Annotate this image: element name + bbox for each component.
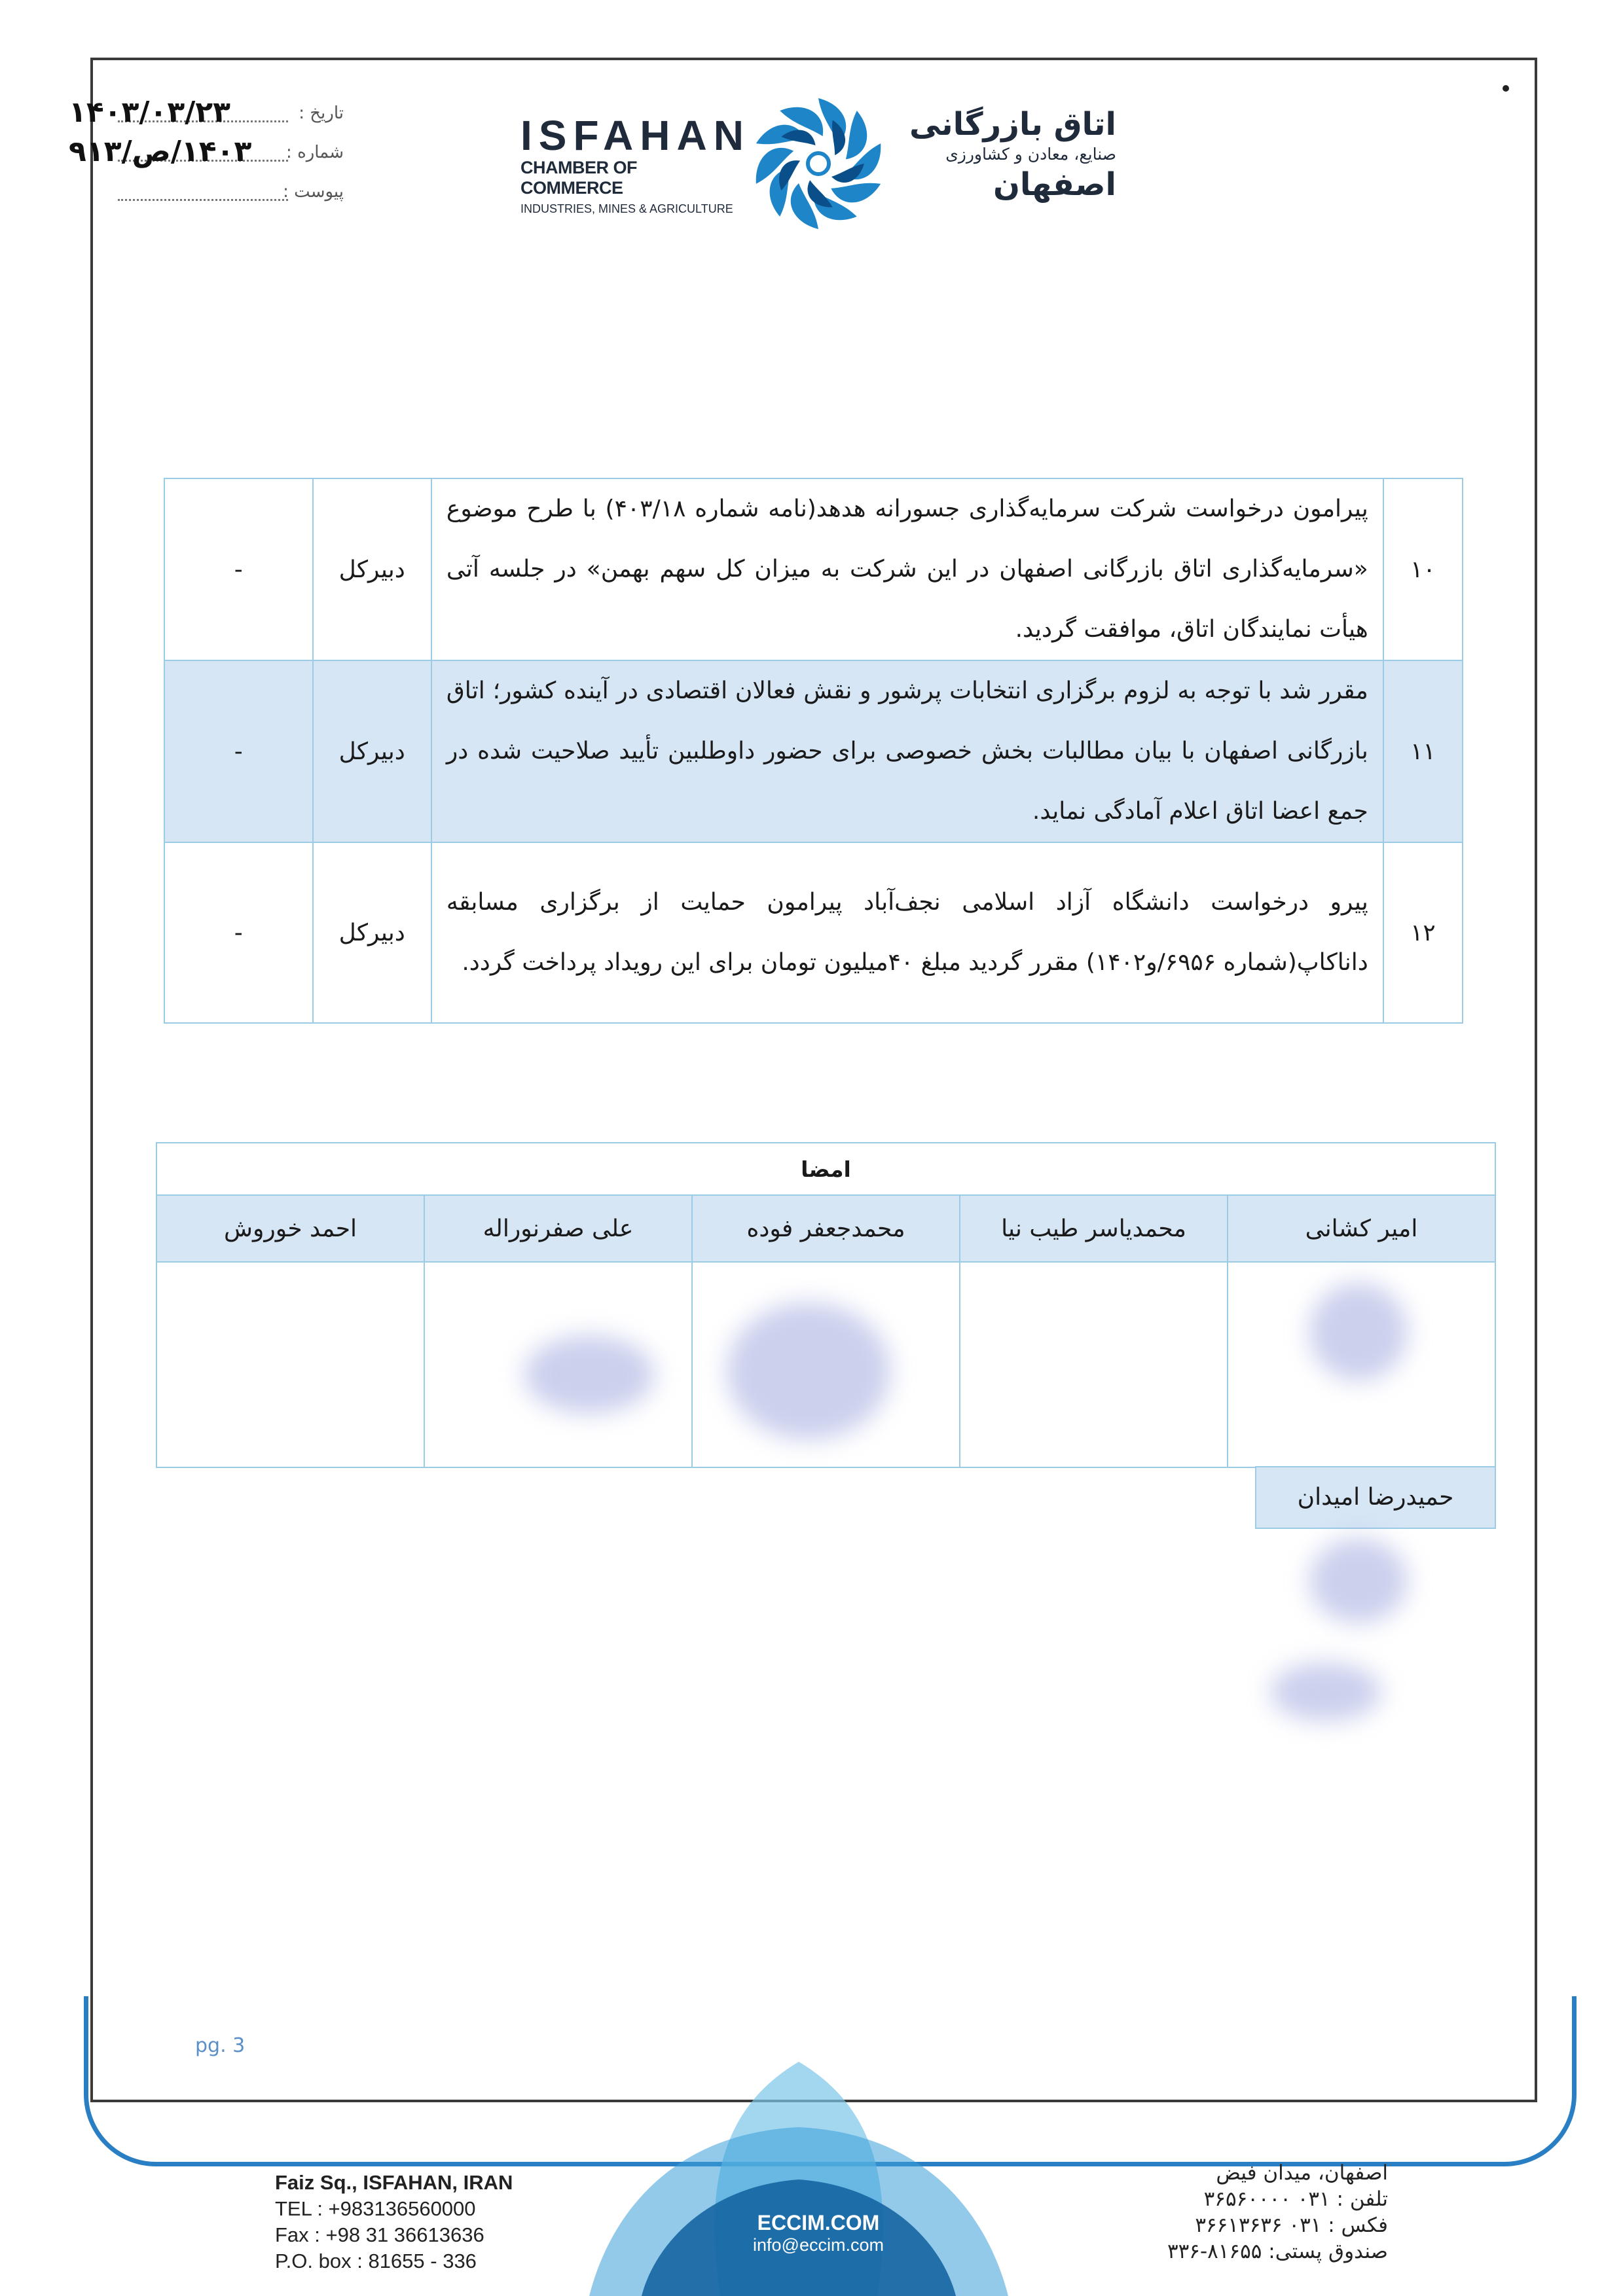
date-row <box>69 98 344 137</box>
chamber-logo-icon <box>746 92 890 236</box>
footer-email[interactable]: info@eccim.com <box>753 2235 884 2255</box>
deadline: - <box>164 660 313 842</box>
footer-website[interactable]: ECCIM.COM <box>757 2211 880 2234</box>
footer-address-fa: اصفهان، میدان فیض <box>1216 2161 1388 2185</box>
logo-en-tagline: INDUSTRIES, MINES & AGRICULTURE <box>520 202 733 215</box>
footer-tel-fa: تلفن : ۰۳۱ ۳۶۵۶۰۰۰۰ <box>1203 2187 1388 2211</box>
signatory-name: علی صفرنوراله <box>424 1195 692 1262</box>
signatures-title: امضا <box>156 1143 1495 1195</box>
blurred-signature <box>727 1302 890 1440</box>
footer-pobox-en: P.O. box : 81655 - 336 <box>275 2250 477 2272</box>
footer-emblem-icon <box>589 2049 1008 2296</box>
decision-text: پیرو درخواست دانشگاه آزاد اسلامی نجف‌آباد پیرامون حمایت از برگزاری مسابقه داناکاپ(شماره ۶۹۵۶/و۱۴۰۲) مقرر گردید مبلغ ۴۰میلیون تومان برای این رویداد پرداخت گردد. <box>431 842 1383 1023</box>
table-row <box>164 660 1463 842</box>
logo-en-title: ISFAHAN <box>520 112 750 159</box>
page-frame <box>90 58 1537 2102</box>
number-label: شماره : <box>286 143 344 162</box>
responsible: دبیرکل <box>313 660 431 842</box>
footer-address-en: Faiz Sq., ISFAHAN, IRAN <box>275 2171 513 2194</box>
signature-box <box>960 1262 1228 1467</box>
signatory-names-row <box>156 1195 1495 1262</box>
footer-pobox-fa: صندوق پستی: ۸۱۶۵۵-۳۳۶ <box>1167 2240 1388 2263</box>
blurred-signature <box>1309 1283 1408 1381</box>
row-number: ۱۲ <box>1383 842 1463 1023</box>
signatures-header-row <box>156 1143 1495 1195</box>
responsible: دبیرکل <box>313 478 431 660</box>
decision-text: مقرر شد با توجه به لزوم برگزاری انتخابات پرشور و نقش فعالان اقتصادی در آینده کشور؛ اتاق بازرگانی اصفهان با بیان مطالبات بخش خصوصی برای حضور داوطلبین تأیید صلاحیت شده در جمع اعضا اتاق اعلام آمادگی نماید. <box>431 660 1383 842</box>
logo-fa-city: اصفهان <box>993 166 1116 203</box>
letter-meta <box>69 98 344 216</box>
footer-website-block <box>727 2211 910 2255</box>
logo-fa-subtitle: صنایع، معادن و کشاورزی <box>945 145 1116 164</box>
signatory-name: امیر کشانی <box>1228 1195 1495 1262</box>
logo-english <box>520 112 750 216</box>
deadline: - <box>164 478 313 660</box>
decision-text: پیرامون درخواست شرکت سرمایه‌گذاری جسورانه هدهد(نامه شماره ۴۰۳/۱۸) با طرح موضوع «سرمایه‌گذاری اتاق بازرگانی اصفهان در این شرکت به میزان کل سهم بهمن» در جلسه آتی هیأت نمایندگان اتاق، موافقت گردید. <box>431 478 1383 660</box>
blurred-signature <box>1270 1662 1381 1721</box>
attachment-row <box>69 177 344 216</box>
table-row <box>164 842 1463 1023</box>
attachment-dots <box>118 199 288 201</box>
blurred-signature <box>1309 1538 1408 1623</box>
logo-persian <box>894 106 1116 203</box>
footer-persian-contact <box>1113 2160 1388 2265</box>
extra-signatory-name: حمیدرضا امیدان <box>1255 1466 1496 1529</box>
logo-en-subtitle: CHAMBER OF COMMERCE <box>520 158 637 198</box>
signatory-name: احمد خوروش <box>156 1195 424 1262</box>
row-number: ۱۱ <box>1383 660 1463 842</box>
table-row <box>164 478 1463 660</box>
deadline: - <box>164 842 313 1023</box>
footer-fax-en: Fax : +98 31 36613636 <box>275 2223 484 2246</box>
signatory-name: محمدیاسر طیب نیا <box>960 1195 1228 1262</box>
row-number: ۱۰ <box>1383 478 1463 660</box>
attachment-label: پیوست : <box>283 182 344 202</box>
decisions-table <box>164 478 1463 1024</box>
footer-fax-fa: فکس : ۰۳۱ ۳۶۶۱۳۶۳۶ <box>1195 2214 1388 2237</box>
scan-speck <box>1503 85 1509 92</box>
logo-fa-title: اتاق بازرگانی <box>909 106 1116 143</box>
date-label: تاریخ : <box>299 103 344 123</box>
signature-box <box>156 1262 424 1467</box>
number-row <box>69 137 344 177</box>
date-value: ۱۴۰۳/۰۳/۲۳ <box>69 96 230 129</box>
footer-english-contact <box>275 2170 513 2274</box>
blurred-signature <box>524 1335 655 1414</box>
page-number: pg. 3 <box>195 2034 246 2057</box>
number-value: ۱۴۰۳/ص/۹۱۳ <box>69 135 252 168</box>
signatory-name: محمدجعفر فوده <box>692 1195 960 1262</box>
responsible: دبیرکل <box>313 842 431 1023</box>
footer-tel-en: TEL : +983136560000 <box>275 2197 476 2220</box>
